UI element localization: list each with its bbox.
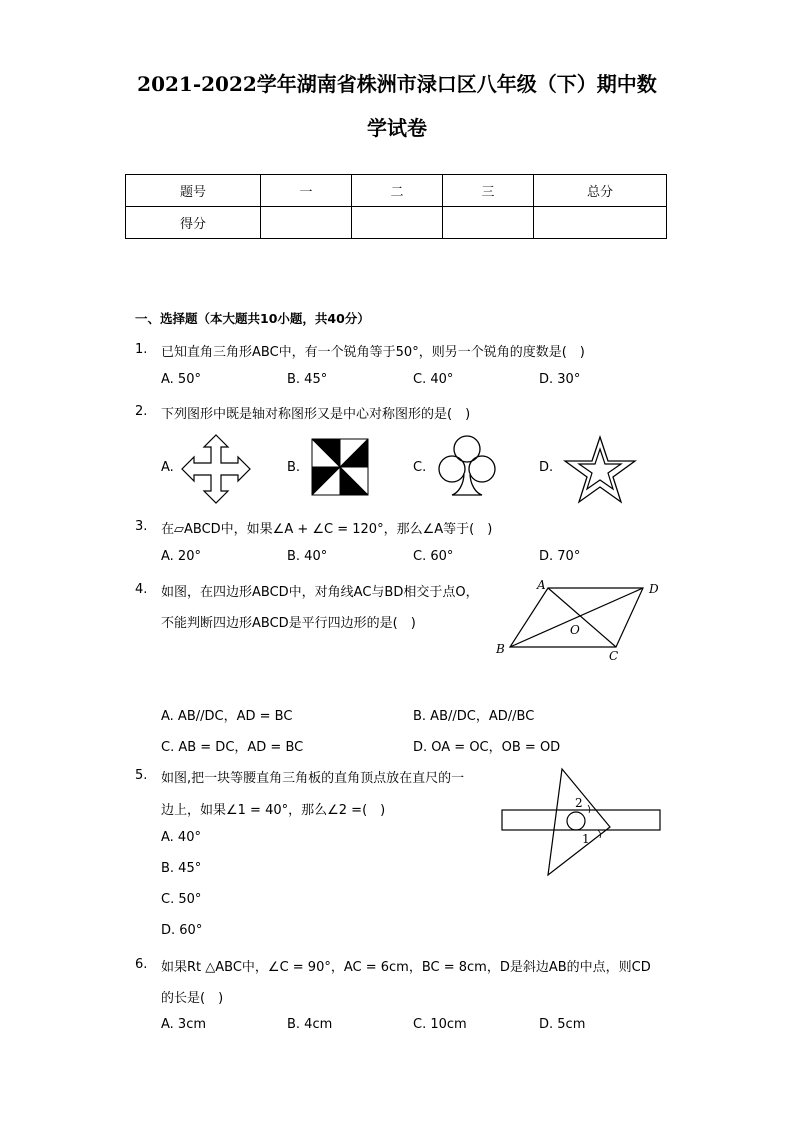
option-b[interactable]: B. 45°: [287, 372, 328, 387]
option-a[interactable]: A. 40°: [161, 830, 201, 845]
ruler-triangle-figure: [500, 765, 665, 880]
option-d[interactable]: D.: [539, 460, 554, 475]
option-a[interactable]: A. 20°: [161, 549, 201, 564]
table-cell: 得分: [126, 207, 261, 239]
question-number: 6.: [135, 957, 148, 972]
option-d[interactable]: D. OA = OC，OB = OD: [413, 740, 561, 755]
option-d[interactable]: D. 30°: [539, 372, 581, 387]
question-text: 如图,把一块等腰直角三角板的直角顶点放在直尺的一: [161, 771, 465, 786]
option-b[interactable]: B. AB//DC，AD//BC: [413, 709, 535, 724]
score-table: [125, 174, 667, 239]
table-row: [126, 175, 667, 207]
option-a[interactable]: A. 3cm: [161, 1017, 207, 1032]
question-text: 不能判断四边形ABCD是平行四边形的是( ): [161, 616, 416, 631]
option-b[interactable]: B.: [287, 460, 301, 475]
question-text: 如图，在四边形ABCD中，对角线AC与BD相交于点O，: [161, 585, 479, 600]
question-text: 边上，如果∠1 = 40°，那么∠2 =( ): [161, 803, 386, 818]
table-row: [126, 207, 667, 239]
score-input-cell[interactable]: [534, 207, 667, 239]
option-c[interactable]: C. 40°: [413, 372, 454, 387]
section-heading: 一、选择题（本大题共10小题，共40分）: [135, 311, 370, 326]
option-d[interactable]: D. 70°: [539, 549, 581, 564]
option-a[interactable]: A. AB//DC，AD = BC: [161, 709, 293, 724]
label-o: O: [570, 623, 580, 637]
score-input-cell[interactable]: [352, 207, 443, 239]
option-a[interactable]: A.: [161, 460, 174, 475]
option-c[interactable]: C. 50°: [161, 892, 202, 907]
club-figure: [438, 433, 496, 499]
label-a: A: [537, 578, 546, 592]
question-text: 的长是( ): [161, 991, 224, 1006]
label-d: D: [649, 582, 659, 596]
label-b: B: [496, 642, 505, 656]
arrow-cross-figure: [180, 433, 252, 505]
table-cell: 一: [261, 175, 352, 207]
question-text: 下列图形中既是轴对称图形又是中心对称图形的是( ): [161, 407, 471, 422]
label-c: C: [609, 649, 619, 663]
question-number: 2.: [135, 404, 148, 419]
option-d[interactable]: D. 60°: [161, 923, 203, 938]
table-cell: 三: [443, 175, 534, 207]
angle-2-label: 2: [575, 796, 583, 810]
option-b[interactable]: B. 4cm: [287, 1017, 333, 1032]
table-cell: 题号: [126, 175, 261, 207]
question-text: 在▱ABCD中，如果∠A + ∠C = 120°，那么∠A等于( ): [161, 522, 493, 537]
question-number: 1.: [135, 342, 148, 357]
parallelogram-figure: [493, 575, 673, 665]
option-c[interactable]: C. AB = DC，AD = BC: [161, 740, 304, 755]
option-d[interactable]: D. 5cm: [539, 1017, 586, 1032]
question-text: 如果Rt △ABC中，∠C = 90°，AC = 6cm，BC = 8cm，D是斜边AB的中点，则CD: [161, 960, 651, 975]
option-c[interactable]: C. 10cm: [413, 1017, 467, 1032]
option-c[interactable]: C.: [413, 460, 427, 475]
page-title-line2: 学试卷: [367, 116, 427, 140]
option-b[interactable]: B. 45°: [161, 861, 202, 876]
score-input-cell[interactable]: [261, 207, 352, 239]
angle-1-label: 1: [582, 832, 590, 846]
option-c[interactable]: C. 60°: [413, 549, 454, 564]
page-title: 2021-2022学年湖南省株洲市渌口区八年级（下）期中数: [137, 72, 657, 96]
question-number: 4.: [135, 582, 148, 597]
score-input-cell[interactable]: [443, 207, 534, 239]
table-cell: 二: [352, 175, 443, 207]
option-a[interactable]: A. 50°: [161, 372, 201, 387]
star-figure: [563, 435, 637, 505]
option-b[interactable]: B. 40°: [287, 549, 328, 564]
question-text: 已知直角三角形ABC中，有一个锐角等于50°，则另一个锐角的度数是( ): [161, 345, 585, 360]
question-number: 5.: [135, 768, 148, 783]
table-cell: 总分: [534, 175, 667, 207]
question-number: 3.: [135, 519, 148, 534]
pinwheel-figure: [311, 438, 369, 496]
